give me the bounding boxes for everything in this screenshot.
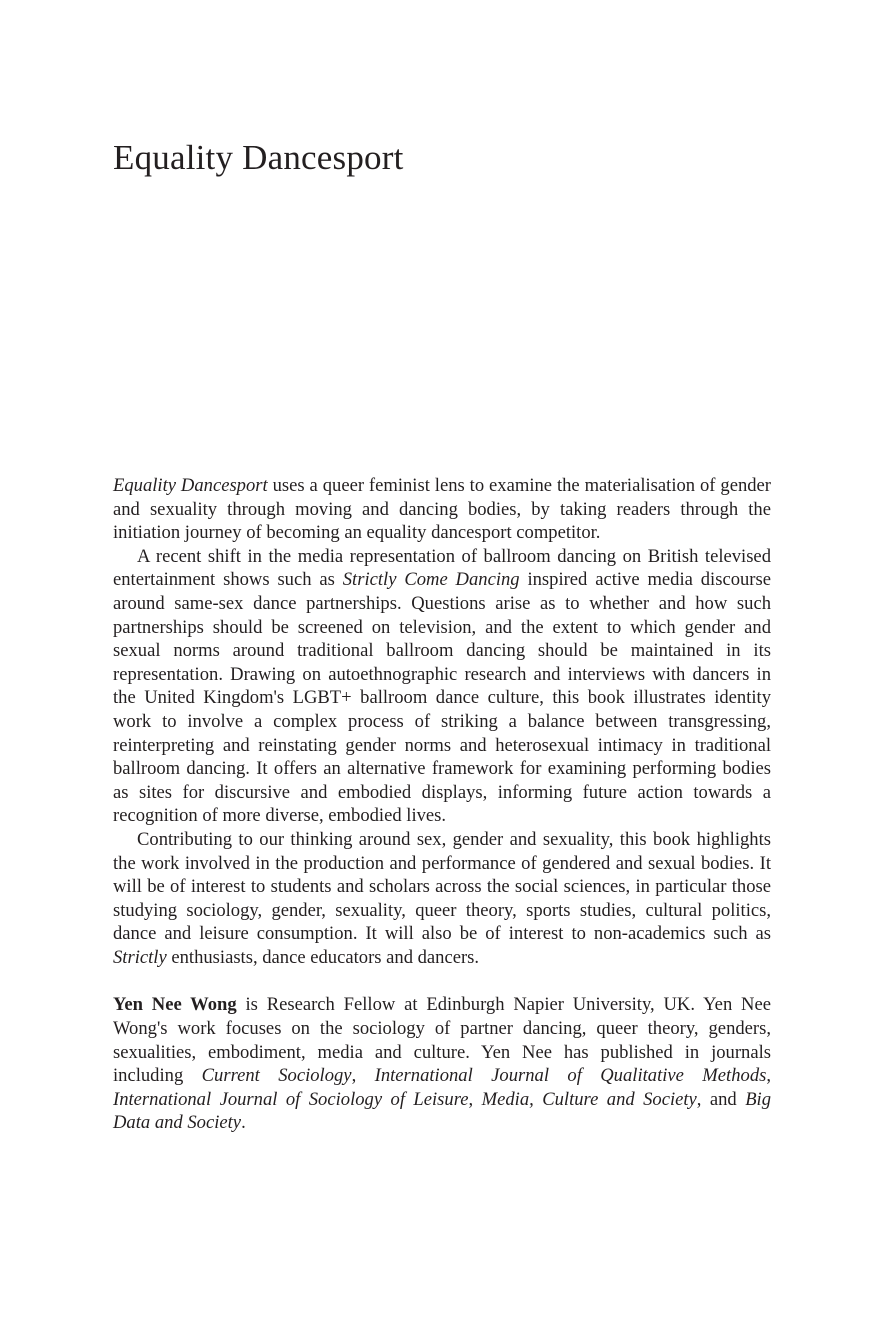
media-paragraph xyxy=(113,545,771,828)
paragraph-text: uses a queer feminist lens to examine the materialisation of gender and sexuality through moving and dancing bodies, by taking readers through the initiation journey of becoming an equality dancesport competitor. xyxy=(113,475,771,544)
audience-paragraph xyxy=(113,828,771,970)
show-title-italic: Strictly Come Dancing xyxy=(342,569,520,591)
bio-text: is Research Fellow at Edinburgh Napier University, UK. Yen Nee Wong's work focuses on the sociology of partner dancing, queer theory, genders, sexualities, embodiment, media and culture. Yen Nee has published in journals including xyxy=(113,994,771,1087)
bio-text: , xyxy=(468,1088,482,1110)
paragraph-text: enthusiasts, dance educators and dancers. xyxy=(166,946,480,968)
page-title: Equality Dancesport xyxy=(113,138,404,177)
journal-title: International Journal of Sociology of Leisure xyxy=(113,1088,469,1110)
journal-title: Big Data and Society xyxy=(113,1088,772,1134)
bio-text: , xyxy=(351,1065,375,1087)
intro-paragraph xyxy=(113,474,771,545)
author-bio xyxy=(113,993,771,1135)
paragraph-text: Contributing to our thinking around sex, gender and sexuality, this book highlights the work involved in the production and performance of gendered and sexual bodies. It will be of interest to students and scholars across the social sciences, in particular those studying sociology, gender, sexuality, queer theory, sports studies, cultural politics, dance and leisure consumption. It will also be of interest to non-academics such as xyxy=(113,828,771,945)
journal-title: Current Sociology xyxy=(201,1065,352,1087)
paragraph-text: A recent shift in the media representation of ballroom dancing on British televised entertainment shows such as xyxy=(113,545,771,591)
bio-text: , and xyxy=(696,1088,746,1110)
book-description xyxy=(113,474,771,1135)
bio-text: . xyxy=(241,1112,246,1134)
author-name: Yen Nee Wong xyxy=(113,994,237,1016)
bio-text: , xyxy=(766,1065,772,1087)
journal-title: Media, Culture and Society xyxy=(481,1088,697,1110)
paragraph-text: inspired active media discourse around same-sex dance partnerships. Questions arise as to whether and how such partnerships should be screened on television, and the extent to which gender and sexual norms around traditional ballroom dancing should be maintained in its representation. Drawing on autoethnographic research and interviews with dancers in the United Kingdom's LGBT+ ballroom dance culture, this book illustrates identity work to involve a complex process of striking a balance between transgressing, reinterpreting and reinstating gender norms and heterosexual intimacy in traditional ballroom dancing. It offers an alternative framework for examining performing bodies as sites for discursive and embodied displays, informing future action towards a recognition of more diverse, embodied lives. xyxy=(113,569,771,827)
book-title-italic: Equality Dancesport xyxy=(113,475,268,496)
journal-title: International Journal of Qualitative Methods xyxy=(374,1065,767,1087)
show-title-italic: Strictly xyxy=(113,946,167,968)
